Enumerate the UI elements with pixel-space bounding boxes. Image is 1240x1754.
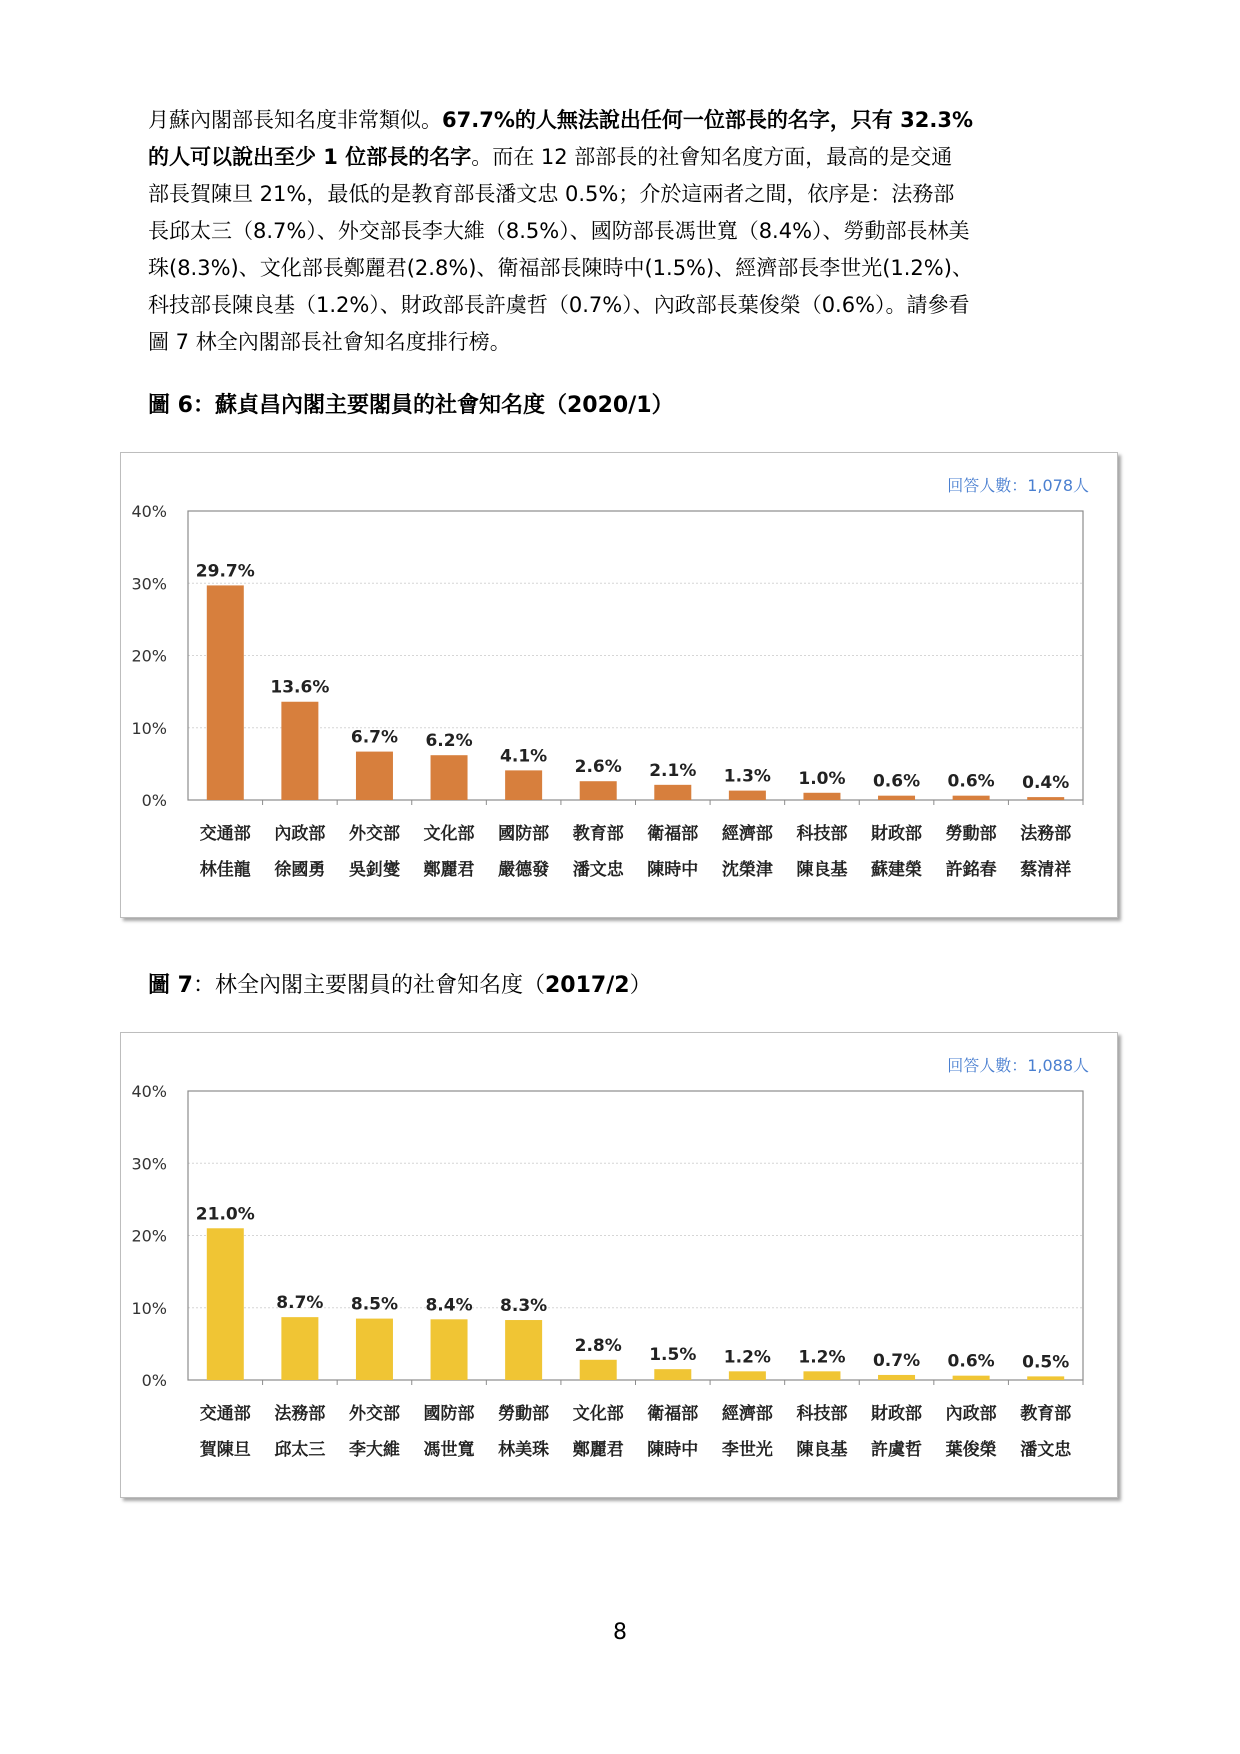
data-label: 1.0% — [798, 768, 846, 789]
bar — [654, 785, 691, 800]
x-category-label: 經濟部 — [721, 824, 773, 844]
x-minister-name: 沈榮津 — [721, 860, 773, 880]
bar — [1027, 1376, 1064, 1380]
x-category-label: 經濟部 — [721, 1404, 773, 1424]
data-label: 6.7% — [350, 727, 399, 748]
data-label: 8.4% — [425, 1295, 473, 1316]
x-category-label: 法務部 — [1020, 824, 1072, 844]
bar — [356, 752, 393, 800]
data-label: 1.2% — [723, 1347, 771, 1368]
data-label: 0.6% — [947, 771, 995, 792]
bar — [207, 1228, 244, 1380]
x-category-label: 外交部 — [348, 824, 400, 844]
bar — [281, 702, 318, 800]
bar — [431, 1319, 468, 1380]
figure-7-label: 圖 7 — [148, 973, 193, 998]
x-minister-name: 林佳龍 — [199, 860, 251, 880]
x-minister-name: 鄭麗君 — [423, 860, 475, 880]
x-category-label: 勞動部 — [945, 824, 997, 844]
x-category-label: 交通部 — [199, 1404, 251, 1424]
x-minister-name: 蔡清祥 — [1020, 860, 1072, 880]
figure-7-chart — [120, 1032, 1118, 1498]
data-label: 0.6% — [947, 1351, 995, 1372]
bar — [654, 1369, 691, 1380]
x-category-label: 內政部 — [945, 1404, 997, 1424]
paragraph-line — [148, 139, 1098, 176]
data-label: 0.4% — [1022, 773, 1070, 794]
data-label: 1.5% — [649, 1345, 697, 1366]
figure-6-title-text: 蘇貞昌內閣主要閣員的社會知名度（ — [214, 393, 567, 418]
sample-size-note: 回答人數：1,088人 — [947, 1056, 1089, 1075]
y-tick-label: 30% — [131, 1154, 167, 1174]
data-label: 8.3% — [500, 1296, 548, 1317]
chart-svg — [121, 453, 1119, 919]
bar — [580, 781, 617, 800]
data-label: 2.6% — [574, 757, 622, 778]
x-minister-name: 許銘春 — [945, 860, 997, 880]
figure-7-title-text: ：林全內閣主要閣員的社會知名度（ — [192, 973, 545, 998]
x-minister-name: 蘇建榮 — [871, 860, 923, 880]
data-label: 2.1% — [649, 760, 697, 781]
x-minister-name: 陳時中 — [647, 1440, 699, 1460]
x-minister-name: 鄭麗君 — [572, 1440, 624, 1460]
bar — [803, 1371, 840, 1380]
y-tick-label: 10% — [131, 1298, 167, 1318]
paragraph-line — [148, 250, 1098, 287]
y-tick-label: 10% — [131, 718, 167, 738]
data-label: 0.6% — [872, 771, 921, 792]
x-minister-name: 賀陳旦 — [199, 1440, 251, 1460]
bar — [505, 1320, 542, 1380]
figure-6-label: 圖 6： — [148, 393, 215, 418]
y-tick-label: 20% — [131, 646, 167, 666]
y-tick-label: 30% — [131, 574, 167, 594]
x-category-label: 勞動部 — [498, 1404, 550, 1424]
x-minister-name: 徐國勇 — [274, 860, 326, 880]
x-minister-name: 許虞哲 — [871, 1440, 923, 1460]
data-label: 0.5% — [1022, 1352, 1070, 1373]
x-minister-name: 馮世寬 — [423, 1440, 475, 1460]
figure-7-close: ） — [629, 973, 652, 998]
paragraph-text: 月蘇內閣部長知名度非常類似。 — [148, 108, 442, 132]
data-label: 13.6% — [270, 677, 330, 698]
paragraph-line — [148, 176, 1098, 213]
x-minister-name: 潘文忠 — [1020, 1440, 1072, 1460]
bar — [729, 1371, 766, 1380]
paragraph-line — [148, 324, 1098, 361]
figure-6-close: ） — [651, 393, 674, 418]
bar — [580, 1360, 617, 1380]
data-label: 21.0% — [195, 1204, 255, 1225]
data-label: 8.5% — [350, 1294, 399, 1315]
x-category-label: 內政部 — [274, 824, 326, 844]
x-category-label: 教育部 — [572, 824, 624, 844]
paragraph-text: 長邱太三（8.7%）、外交部長李大維（8.5%）、國防部長馮世寬（8.4%）、勞動部長林美 — [148, 219, 970, 243]
page-number: 8 — [613, 1620, 627, 1645]
data-label: 8.7% — [276, 1293, 324, 1314]
x-minister-name: 林美珠 — [498, 1440, 550, 1460]
data-label: 4.1% — [500, 746, 548, 767]
bar — [878, 796, 915, 800]
y-tick-label: 0% — [141, 791, 167, 810]
x-category-label: 教育部 — [1020, 1404, 1072, 1424]
x-minister-name: 李大維 — [348, 1440, 400, 1460]
x-minister-name: 陳良基 — [796, 1440, 848, 1460]
bar — [281, 1317, 318, 1380]
paragraph-line — [148, 287, 1098, 324]
paragraph-text: 珠(8.3%)、文化部長鄭麗君(2.8%)、衛福部長陳時中(1.5%)、經濟部長李世光(1.2%)、 — [148, 256, 973, 280]
x-minister-name: 陳時中 — [647, 860, 699, 880]
y-tick-label: 20% — [131, 1226, 167, 1246]
x-minister-name: 邱太三 — [274, 1440, 326, 1460]
x-category-label: 衛福部 — [647, 824, 699, 844]
bar — [953, 1376, 990, 1380]
data-label: 2.8% — [574, 1335, 622, 1356]
bar — [356, 1319, 393, 1380]
bar — [803, 793, 840, 800]
x-category-label: 財政部 — [871, 824, 923, 844]
paragraph-text: 圖 7 林全內閣部長社會知名度排行榜。 — [148, 330, 511, 354]
paragraph-line — [148, 213, 1098, 250]
bar — [505, 770, 542, 800]
figure-6-date: 2020/1 — [566, 393, 652, 418]
x-minister-name: 嚴德發 — [498, 860, 550, 880]
sample-size-note: 回答人數：1,078人 — [947, 476, 1089, 495]
x-category-label: 文化部 — [572, 1404, 624, 1424]
paragraph-text: 。而在 12 部部長的社會知名度方面，最高的是交通 — [471, 145, 953, 169]
paragraph-text: 67.7%的人無法說出任何一位部長的名字，只有 32.3% — [442, 108, 974, 132]
chart-svg — [121, 1033, 1119, 1499]
x-category-label: 國防部 — [498, 824, 550, 844]
bar — [729, 791, 766, 800]
paragraph-text: 的人可以說出至少 1 位部長的名字 — [148, 145, 472, 169]
figure-7-date: 2017/2 — [544, 973, 630, 998]
bar — [1027, 797, 1064, 800]
x-minister-name: 吳釗燮 — [348, 860, 400, 880]
bar — [207, 585, 244, 800]
data-label: 6.2% — [425, 731, 473, 752]
bar — [878, 1375, 915, 1380]
data-label: 29.7% — [195, 561, 255, 582]
x-minister-name: 陳良基 — [796, 860, 848, 880]
figure-6-chart — [120, 452, 1118, 918]
x-category-label: 國防部 — [423, 1404, 475, 1424]
body-paragraph — [148, 102, 1098, 361]
figure-6-title — [148, 388, 674, 419]
x-category-label: 外交部 — [348, 1404, 400, 1424]
data-label: 1.2% — [798, 1347, 846, 1368]
x-category-label: 交通部 — [199, 824, 251, 844]
x-category-label: 衛福部 — [647, 1404, 699, 1424]
x-category-label: 法務部 — [274, 1404, 326, 1424]
paragraph-line — [148, 102, 1098, 139]
data-label: 0.7% — [872, 1350, 921, 1371]
paragraph-text: 科技部長陳良基（1.2%）、財政部長許虞哲（0.7%）、內政部長葉俊榮（0.6%）。請參看 — [148, 293, 970, 317]
x-category-label: 科技部 — [796, 1404, 848, 1424]
y-tick-label: 40% — [131, 1082, 167, 1101]
x-category-label: 文化部 — [423, 824, 475, 844]
paragraph-text: 部長賀陳旦 21%，最低的是教育部長潘文忠 0.5%；介於這兩者之間，依序是：法務部 — [148, 182, 955, 206]
y-tick-label: 40% — [131, 502, 167, 521]
data-label: 1.3% — [723, 766, 771, 787]
x-category-label: 科技部 — [796, 824, 848, 844]
figure-7-title — [148, 968, 652, 999]
x-minister-name: 葉俊榮 — [945, 1440, 997, 1460]
bar — [953, 796, 990, 800]
x-minister-name: 李世光 — [721, 1440, 773, 1460]
bar — [431, 755, 468, 800]
y-tick-label: 0% — [141, 1371, 167, 1390]
x-category-label: 財政部 — [871, 1404, 923, 1424]
x-minister-name: 潘文忠 — [572, 860, 624, 880]
